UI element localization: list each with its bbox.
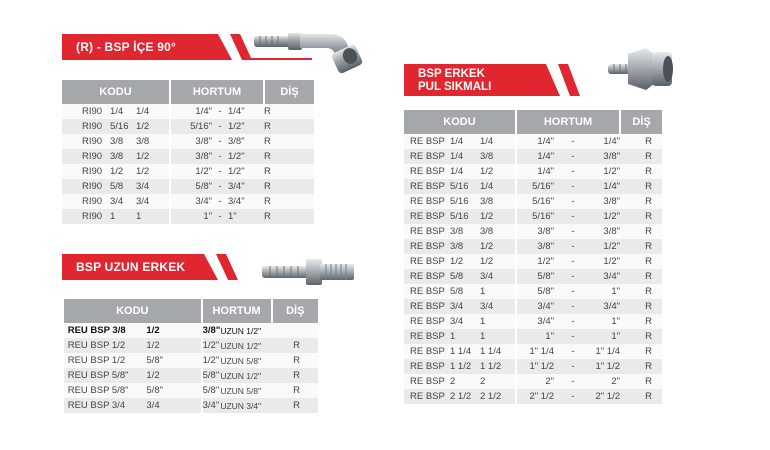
- section-title-line1: BSP ERKEK: [418, 68, 485, 80]
- elbow-fitting-image: [252, 22, 370, 74]
- bsp-erkek-pul-table: [404, 110, 662, 404]
- table-row: RI90 3/8 1/2 3/8" - 1/2" R: [62, 149, 314, 164]
- table-row: RE BSP 3/8 1/2 3/8" - 1/2" R: [404, 239, 662, 254]
- section-title: (R) - BSP İÇE 90°: [76, 40, 176, 54]
- table-row: RI90 1/2 1/2 1/2" - 1/2" R: [62, 164, 314, 179]
- section-title: BSP UZUN ERKEK: [76, 260, 186, 274]
- header-kodu: KODU: [64, 299, 202, 323]
- table-row: RE BSP 5/16 1/4 5/16" - 1/4" R: [404, 179, 662, 194]
- table-row: RE BSP 2 2 2" - 2" R: [404, 374, 662, 389]
- table-row: RE BSP 1 1 1" - 1" R: [404, 329, 662, 344]
- header-dis: DİŞ: [272, 299, 318, 323]
- section-title-line2: PUL SIKMALI: [418, 81, 492, 93]
- table-row: RE BSP 2 1/2 2 1/2 2" 1/2 - 2" 1/2 R: [404, 389, 662, 404]
- table-row: RI90 5/16 1/2 5/16" - 1/2" R: [62, 119, 314, 134]
- section-banner-bsp-uzun-erkek: [62, 254, 244, 280]
- header-dis: DİŞ: [620, 110, 662, 134]
- header-hortum: HORTUM: [516, 110, 620, 134]
- table-row: RE BSP 1/4 1/4 1/4" - 1/4" R: [404, 134, 662, 149]
- table-row: RE BSP 1/2 1/2 1/2" - 1/2" R: [404, 254, 662, 269]
- header-hortum: HORTUM: [202, 299, 272, 323]
- table-row: RI90 5/8 3/4 5/8" - 3/4" R: [62, 179, 314, 194]
- table-row: RE BSP 3/4 3/4 3/4" - 3/4" R: [404, 299, 662, 314]
- table-row: RI90 3/8 3/8 3/8" - 3/8" R: [62, 134, 314, 149]
- table-row: REU BSP 1/2 5/8" 1/2" UZUN 5/8" R: [64, 353, 318, 368]
- bsp-uzun-erkek-table: [64, 299, 318, 413]
- table-row: RE BSP 5/8 1 5/8" - 1" R: [404, 284, 662, 299]
- table-row: RE BSP 5/8 3/4 5/8" - 3/4" R: [404, 269, 662, 284]
- bsp-ice-90-table: [62, 80, 314, 224]
- table-row: RI90 1 1 1" - 1" R: [62, 209, 314, 224]
- header-kodu: KODU: [62, 80, 170, 104]
- table-row: REU BSP 5/8" 5/8" 5/8" UZUN 5/8" R: [64, 383, 318, 398]
- table-row: REU BSP 1/2 1/2 1/2" UZUN 1/2" R: [64, 338, 318, 353]
- table-row: RE BSP 5/16 1/2 5/16" - 1/2" R: [404, 209, 662, 224]
- table-row: RI90 3/4 3/4 3/4" - 3/4" R: [62, 194, 314, 209]
- table-row: RE BSP 1 1/2 1 1/2 1" 1/2 - 1" 1/2 R: [404, 359, 662, 374]
- table-row: RI90 1/4 1/4 1/4" - 1/4" R: [62, 104, 314, 119]
- male-fitting-image: [606, 44, 678, 94]
- long-male-fitting-image: [258, 255, 358, 289]
- table-row: RE BSP 1/4 3/8 1/4" - 3/8" R: [404, 149, 662, 164]
- header-hortum: HORTUM: [170, 80, 264, 104]
- header-dis: DİŞ: [264, 80, 314, 104]
- table-row: RE BSP 1 1/4 1 1/4 1" 1/4 - 1" 1/4 R: [404, 344, 662, 359]
- table-row: RE BSP 1/4 1/2 1/4" - 1/2" R: [404, 164, 662, 179]
- table-row: RE BSP 5/16 3/8 5/16" - 3/8" R: [404, 194, 662, 209]
- table-row: RE BSP 3/8 3/8 3/8" - 3/8" R: [404, 224, 662, 239]
- table-row: REU BSP 3/8 1/2 3/8" UZUN 1/2": [64, 323, 318, 338]
- table-row: REU BSP 5/8" 1/2 5/8" UZUN 1/2" R: [64, 368, 318, 383]
- header-kodu: KODU: [404, 110, 516, 134]
- section-banner-bsp-erkek-pul: [404, 64, 600, 96]
- table-row: REU BSP 3/4 3/4 3/4" UZUN 3/4" R: [64, 398, 318, 413]
- table-row: RE BSP 3/4 1 3/4" - 1" R: [404, 314, 662, 329]
